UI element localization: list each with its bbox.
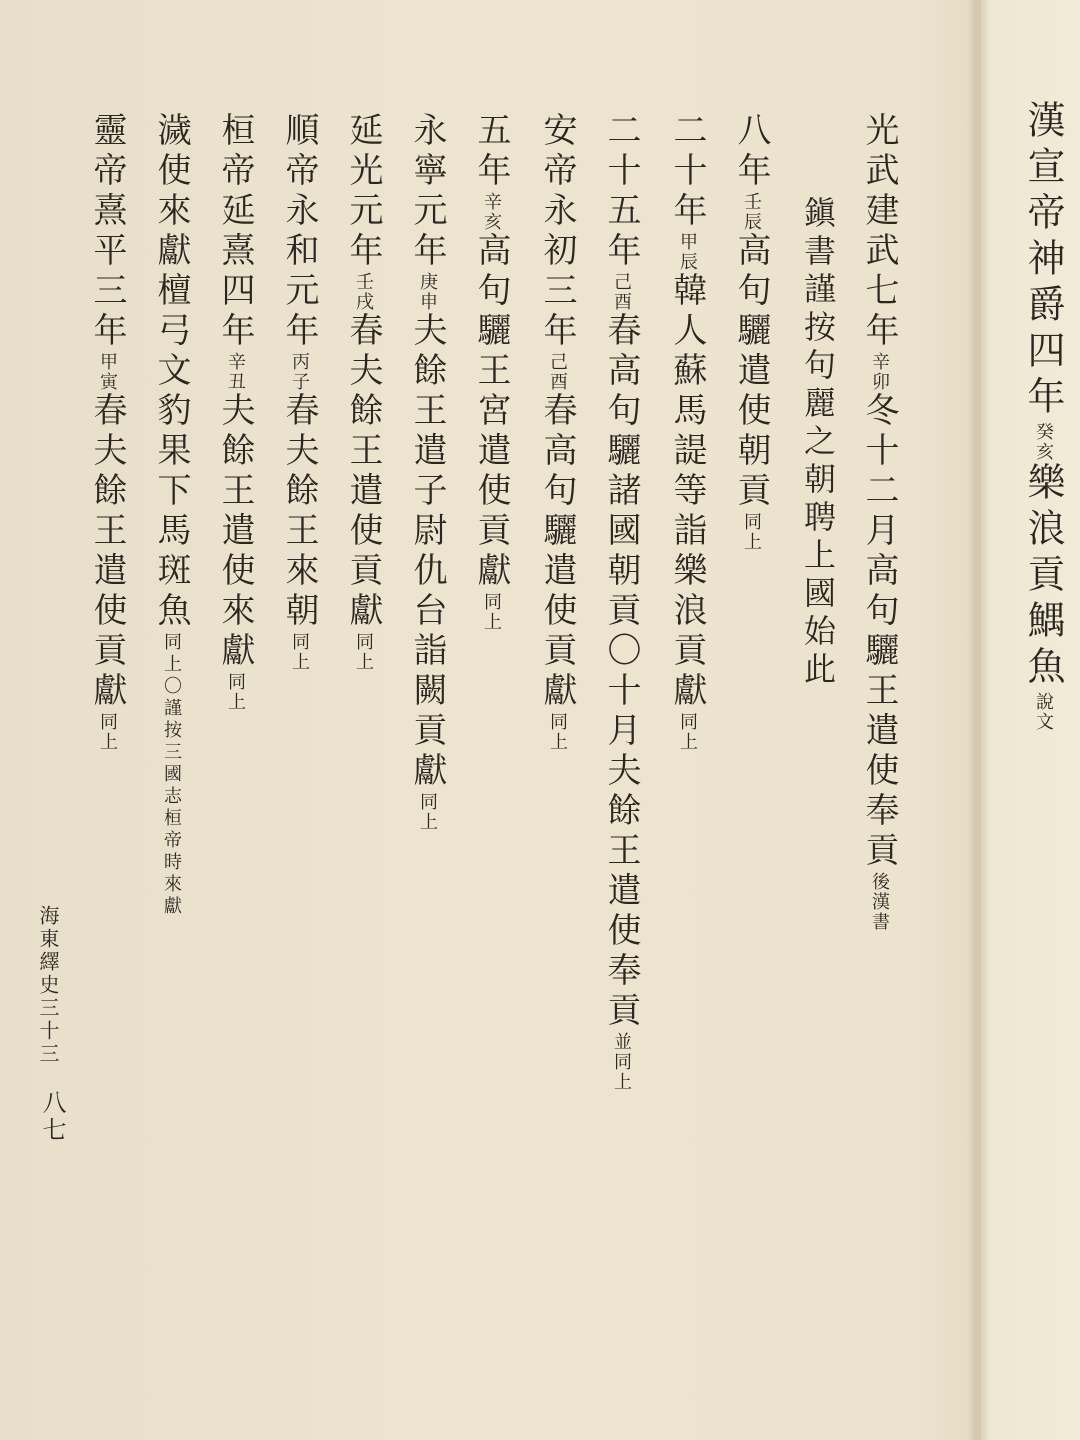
line-9-year-note: 壬戌: [353, 272, 374, 312]
line-3-source-note: 同上: [741, 512, 762, 552]
text-column-12: [151, 112, 191, 918]
line-8-text-2: 夫餘王遣子尉仇台詣闕貢獻: [407, 312, 447, 792]
title-note-year: 癸亥: [1033, 422, 1054, 462]
line-10-source-note: 同上: [289, 632, 310, 672]
text-column-11: [215, 112, 255, 712]
line-13-text-2: 春夫餘王遣使貢獻: [87, 392, 127, 712]
line-10-year-note: 丙子: [289, 352, 310, 392]
line-7-year-note: 辛亥: [481, 192, 502, 232]
text-column-13: [87, 112, 127, 752]
line-6-text: 安帝永初三年: [537, 112, 577, 352]
line-8-year-note: 庚申: [417, 272, 438, 312]
text-column-5: [601, 112, 641, 1092]
line-13-text: 靈帝熹平三年: [87, 112, 127, 352]
line-10-text: 順帝永和元年: [279, 112, 319, 352]
section-title: [1021, 100, 1065, 732]
book-title-footer: 海東繹史三十三: [36, 905, 60, 1066]
line-7-text: 五年: [471, 112, 511, 192]
text-column-8: [407, 112, 447, 832]
line-4-source-note: 同上: [677, 712, 698, 752]
line-7-text-2: 高句驪王宮遣使貢獻: [471, 232, 511, 592]
title-main: 漢宣帝神爵四年: [1021, 100, 1065, 422]
text-column-9: [343, 112, 383, 672]
line-3-year-note: 壬辰: [741, 192, 762, 232]
line-1-year-note: 辛卯: [869, 352, 890, 392]
line-6-text-2: 春高句驪遣使貢獻: [537, 392, 577, 712]
text-column-6: [537, 112, 577, 752]
text-column-3: [731, 112, 771, 552]
line-9-text: 延光元年: [343, 112, 383, 272]
line-1-text: 光武建武七年: [859, 112, 899, 352]
line-1-source-note: 後漢書: [869, 872, 890, 932]
title-main-2: 樂浪貢鰅魚: [1021, 462, 1065, 692]
title-note-source: 說文: [1033, 692, 1054, 732]
line-11-text-2: 夫餘王遣使來獻: [215, 392, 255, 672]
text-column-4: [667, 112, 707, 752]
line-8-text: 永寧元年: [407, 112, 447, 272]
line-11-text: 桓帝延熹四年: [215, 112, 255, 352]
line-4-text-2: 韓人蘇馬諟等詣樂浪貢獻: [667, 272, 707, 712]
line-13-source-note: 同上: [97, 712, 118, 752]
line-7-source-note: 同上: [481, 592, 502, 632]
line-2-text: 鎭書謹按句麗之朝聘上國始此: [799, 196, 837, 690]
line-5-text: 二十五年: [601, 112, 641, 272]
line-13-year-note: 甲寅: [97, 352, 118, 392]
line-11-source-note: 同上: [225, 672, 246, 712]
line-9-text-2: 春夫餘王遣使貢獻: [343, 312, 383, 632]
text-column-1: [859, 112, 899, 932]
line-3-text-2: 高句驪遣使朝貢: [731, 232, 771, 512]
line-12-text: 濊使來獻檀弓文豹果下馬斑魚: [151, 112, 191, 632]
line-4-text: 二十年: [667, 112, 707, 232]
line-12-source-note: 同上〇謹按三國志桓帝時來獻: [161, 632, 182, 918]
line-4-year-note: 甲辰: [677, 232, 698, 272]
text-column-10: [279, 112, 319, 672]
text-column-7: [471, 112, 511, 632]
line-1-text-2: 冬十二月高句驪王遣使奉貢: [859, 392, 899, 872]
line-11-year-note: 辛丑: [225, 352, 246, 392]
line-9-source-note: 同上: [353, 632, 374, 672]
line-6-source-note: 同上: [547, 712, 568, 752]
line-8-source-note: 同上: [417, 792, 438, 832]
line-5-source-note: 並同上: [611, 1032, 632, 1092]
text-column-2: [799, 196, 837, 690]
page-number: 八七: [38, 1090, 66, 1144]
line-3-text: 八年: [731, 112, 771, 192]
line-5-year-note: 己酉: [611, 272, 632, 312]
line-6-year-note: 己酉: [547, 352, 568, 392]
line-10-text-2: 春夫餘王來朝: [279, 392, 319, 632]
line-5-text-2: 春高句驪諸國朝貢〇十月夫餘王遣使奉貢: [601, 312, 641, 1032]
